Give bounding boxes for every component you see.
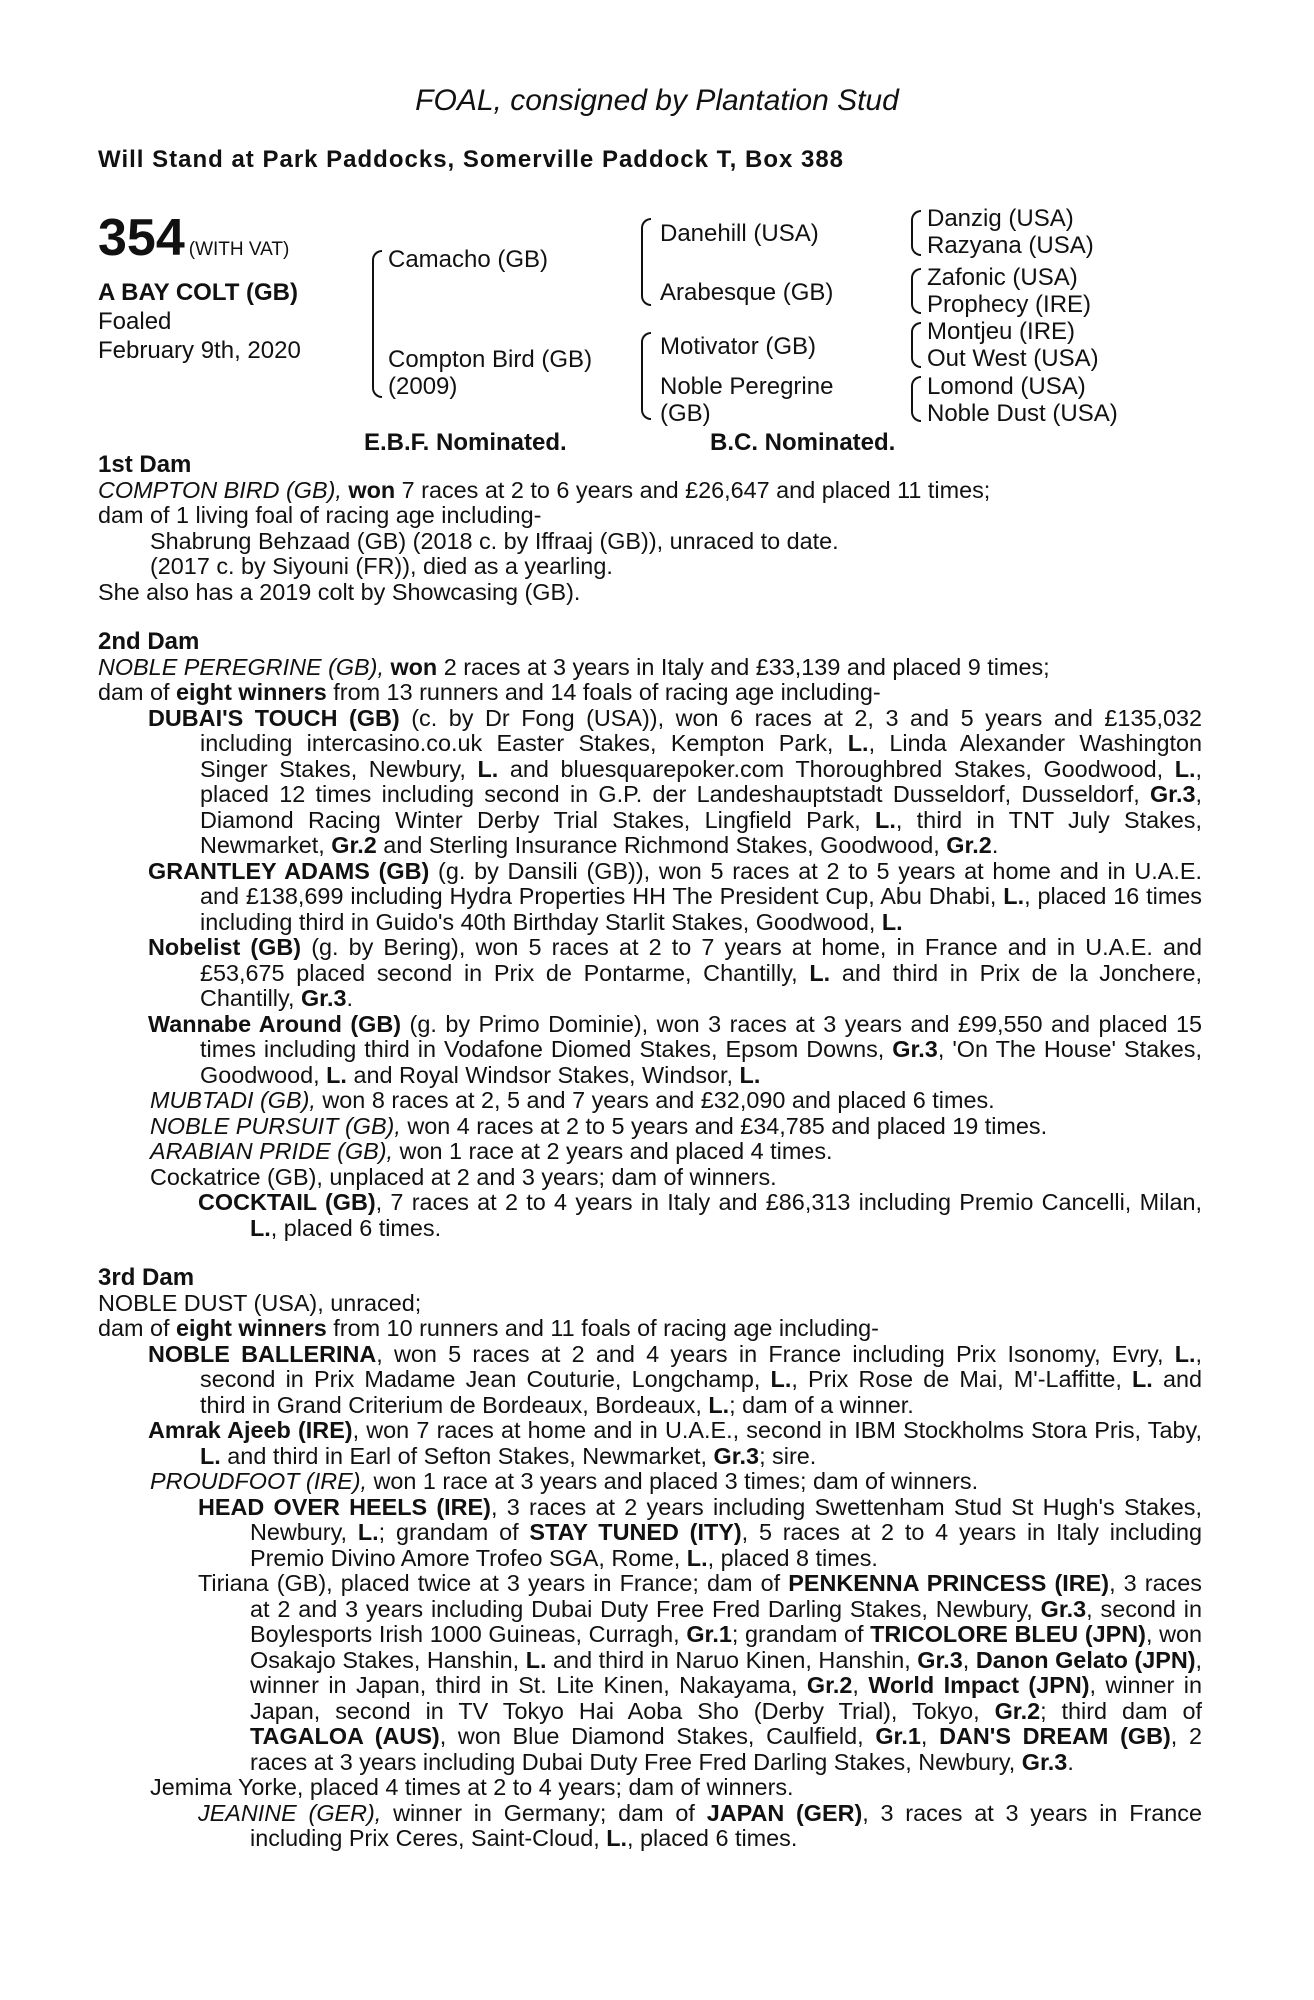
produce-subitem: Tiriana (GB), placed twice at 3 years in France; dam of PENKENNA PRINCESS (IRE), 3 races at 2 and 3 years including Dubai Duty Free Fred Darling Stakes, Newbury, Gr.3, second in Boylesports Irish 1000 Guineas, Curragh, Gr.1; grandam of TRICOLORE BLEU (JPN), won Osakajo Stakes, Hanshin, L. and third in Naruo Kinen, Hanshin, Gr.3, Danon Gelato (JPN), winner in Japan, third in St. Lite Kinen, Nakayama, Gr.2, World Impact (JPN), winner in Japan, second in TV Tokyo Hai Aoba Sho (Derby Trial), Tokyo, Gr.2; third dam of TAGALOA (AUS), won Blue Diamond Stakes, Caulfield, Gr.1, DAN'S DREAM (GB), 2 races at 3 years including Dubai Duty Free Fred Darling Stakes, Newbury, Gr.3. [198,1570,1203,1775]
pedigree-sire-dam: Arabesque (GB) [660,279,834,306]
pedigree-dam-dam: Noble Peregrine [660,373,834,400]
dam-summary: COMPTON BIRD (GB), won 7 races at 2 to 6 years and £26,647 and placed 11 times; [98,476,991,503]
lot-vat: (WITH VAT) [188,239,290,260]
brace-dam-line [641,332,651,420]
first-dam-section [98,452,1202,1852]
lot-number: 354 [98,209,185,267]
pedigree-g1: Danzig (USA) [927,205,1074,232]
produce-item: PROUDFOOT (IRE), won 1 race at 3 years and placed 3 times; dam of winners. [150,1468,979,1494]
dam-summary: NOBLE PEREGRINE (GB), won 2 races at 3 years in Italy and £33,139 and placed 9 times; [98,653,1050,680]
pedigree-dam-dam-suffix: (GB) [660,400,711,427]
produce-item: GRANTLEY ADAMS (GB) (g. by Dansili (GB)), won 5 races at 2 to 5 years at home and in U.A.E. and £138,699 including Hydra Properties HH The President Cup, Abu Dhabi, L., placed 16 times including third in Guido's 40th Birthday Starlit Stakes, Goodwood, L. [148,857,1203,935]
horse-info [98,278,301,365]
produce-item: ARABIAN PRIDE (GB), won 1 race at 2 years and placed 4 times. [150,1138,833,1164]
pedigree-g3: Zafonic (USA) [927,264,1078,291]
dam-produce-intro: dam of eight winners from 10 runners and 11 foals of racing age including- [98,1315,879,1341]
brace-g1 [911,210,921,256]
produce-subitem: COCKTAIL (GB), 7 races at 2 to 4 years in Italy and £86,313 including Premio Cancelli, Milan, L., placed 6 times. [198,1189,1202,1241]
brace-generation-1 [372,250,382,398]
pedigree-sire-sire: Danehill (USA) [660,220,819,247]
produce-subitem: JEANINE (GER), winner in Germany; dam of JAPAN (GER), 3 races at 3 years in France including Prix Ceres, Saint-Cloud, L., placed 6 times. [198,1799,1202,1851]
pedigree-dam-sire: Motivator (GB) [660,333,817,360]
section-title: 1st Dam [98,451,192,478]
foaled-date: February 9th, 2020 [98,337,301,364]
produce-item: Wannabe Around (GB) (g. by Primo Dominie), won 3 races at 3 years and £99,550 and placed 15 times including third in Vodafone Diomed Stakes, Epsom Downs, Gr.3, 'On The House' Stakes, Goodwood, L. and Royal Windsor Stakes, Windsor, L. [148,1010,1202,1088]
brace-g4 [911,376,921,422]
produce-item: Cockatrice (GB), unplaced at 2 and 3 years; dam of winners. [150,1163,777,1190]
brace-g2 [911,268,921,314]
section-title: 2nd Dam [98,628,200,655]
pedigree-g4: Prophecy (IRE) [927,291,1092,318]
brace-g3 [911,322,921,368]
page-title: FOAL, consigned by Plantation Stud [415,84,899,117]
ebf-nominated: E.B.F. Nominated. [364,429,567,456]
produce-item: Amrak Ajeeb (IRE), won 7 races at home and in U.A.E., second in IBM Stockholms Stora Pris, Taby, L. and third in Earl of Sefton Stakes, Newmarket, Gr.3; sire. [148,1417,1202,1469]
dam-note: She also has a 2019 colt by Showcasing (GB). [98,578,581,605]
dam-produce-intro: dam of 1 living foal of racing age including- [98,502,542,528]
horse-name: A BAY COLT (GB) [98,279,299,306]
pedigree-dam: Compton Bird (GB) [388,346,593,373]
lot-heading [98,208,289,268]
produce-item: Jemima Yorke, placed 4 times at 2 to 4 years; dam of winners. [150,1774,794,1800]
pedigree-g8: Noble Dust (USA) [927,400,1118,427]
produce-item: Shabrung Behzaad (GB) (2018 c. by Iffraaj (GB)), unraced to date. [150,527,839,554]
produce-subitem: HEAD OVER HEELS (IRE), 3 races at 2 years including Swettenham Stud St Hugh's Stakes, Newbury, L.; grandam of STAY TUNED (ITY), 5 races at 2 to 4 years in Italy including Premio Divino Amore Trofeo SGA, Rome, L., placed 8 times. [198,1493,1203,1571]
pedigree-g5: Montjeu (IRE) [927,318,1076,345]
produce-item: Nobelist (GB) (g. by Bering), won 5 races at 2 to 7 years at home, in France and in U.A.E. and £53,675 placed second in Prix de Pontarme, Chantilly, L. and third in Prix de la Jonchere, Chantilly, Gr.3. [148,934,1203,1011]
pedigree-sire: Camacho (GB) [388,246,549,273]
pedigree-g2: Razyana (USA) [927,232,1094,259]
pedigree-dam-year: (2009) [388,373,458,400]
bc-nominated: B.C. Nominated. [710,429,896,456]
pedigree-g7: Lomond (USA) [927,373,1086,400]
produce-item: DUBAI'S TOUCH (GB) (c. by Dr Fong (USA)), won 6 races at 2, 3 and 5 years and £135,032 including intercasino.co.uk Easter Stakes, Kempton Park, L., Linda Alexander Washington Singer Stakes, Newbury, L. and bluesquarepoker.com Thoroughbred Stakes, Goodwood, L., placed 12 times including second in G.P. der Landeshauptstadt Dusseldorf, Dusseldorf, Gr.3, Diamond Racing Winter Derby Trial Stakes, Lingfield Park, L., third in TNT July Stakes, Newmarket, Gr.2 and Sterling Insurance Richmond Stakes, Goodwood, Gr.2. [148,704,1203,858]
dam-produce-intro: dam of eight winners from 13 runners and 14 foals of racing age including- [98,679,881,705]
produce-item: NOBLE PURSUIT (GB), won 4 races at 2 to 5 years and £34,785 and placed 19 times. [150,1112,1048,1139]
pedigree-g6: Out West (USA) [927,345,1099,372]
produce-item: (2017 c. by Siyouni (FR)), died as a yearling. [150,553,613,579]
foaled-label: Foaled [98,308,172,335]
produce-item: MUBTADI (GB), won 8 races at 2, 5 and 7 years and £32,090 and placed 6 times. [150,1087,995,1113]
brace-sire-line [641,218,651,306]
dam-summary: NOBLE DUST (USA), unraced; [98,1289,422,1316]
section-title: 3rd Dam [98,1264,195,1291]
stand-location: Will Stand at Park Paddocks, Somerville Paddock T, Box 388 [98,146,845,173]
produce-item: NOBLE BALLERINA, won 5 races at 2 and 4 years in France including Prix Isonomy, Evry, L., second in Prix Madame Jean Couturie, Longchamp, L., Prix Rose de Mai, M'-Laffitte, L. and third in Grand Criterium de Bordeaux, Bordeaux, L.; dam of a winner. [148,1340,1203,1418]
